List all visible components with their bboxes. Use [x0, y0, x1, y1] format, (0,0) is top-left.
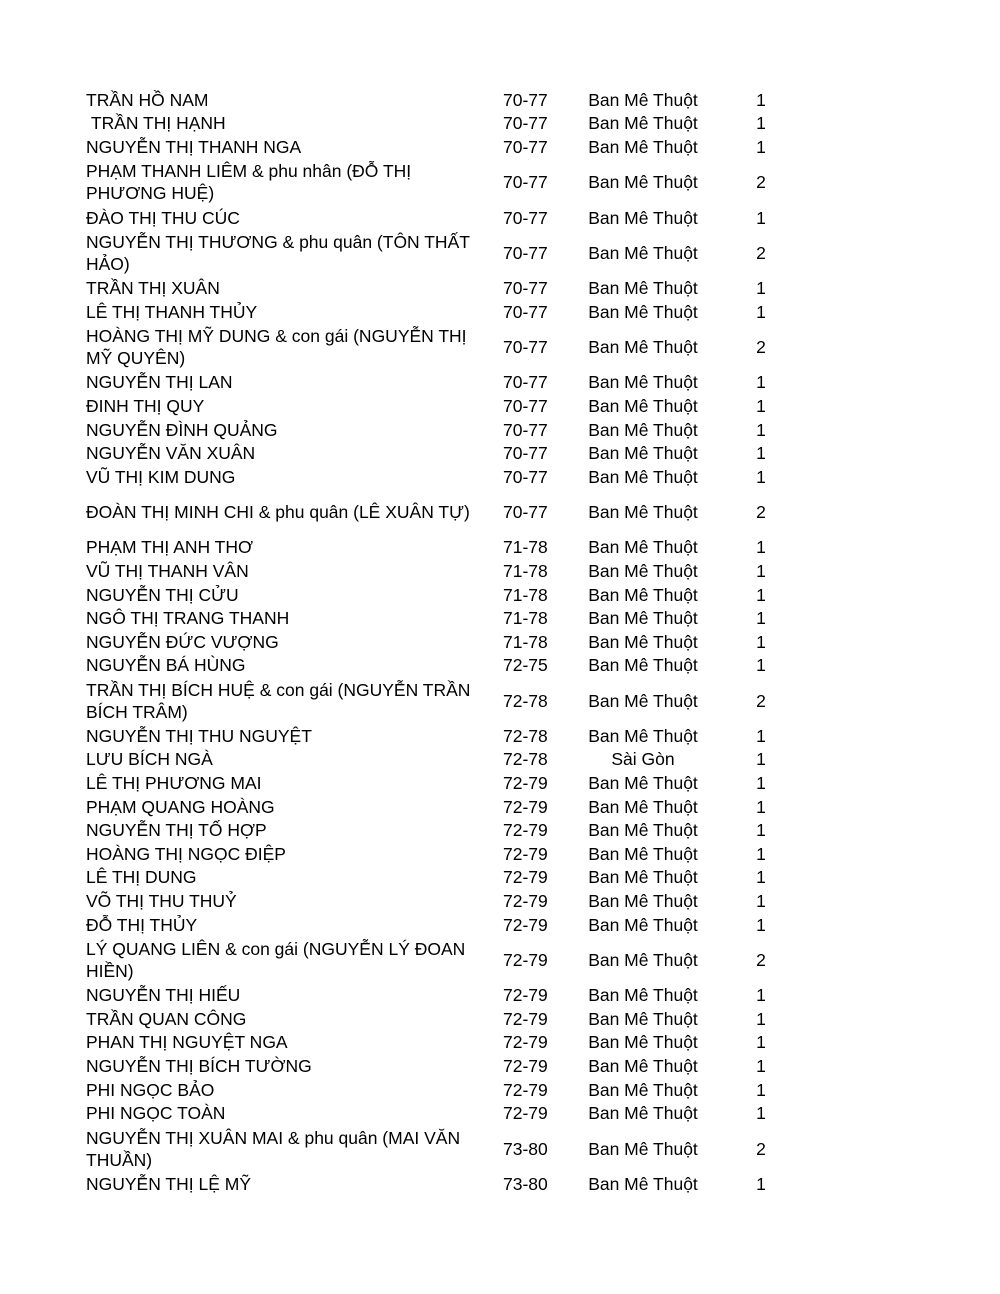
attendee-years: 72-79 — [503, 843, 548, 864]
attendee-city: Ban Mê Thuột — [588, 136, 698, 157]
attendee-name: NGUYỄN THỊ LỆ MỸ — [86, 1173, 251, 1194]
attendee-count: 2 — [756, 690, 766, 711]
attendee-name: TRẦN THỊ XUÂN — [86, 278, 220, 299]
attendee-city: Ban Mê Thuột — [588, 372, 698, 393]
attendee-city: Ban Mê Thuột — [588, 914, 698, 935]
attendee-city: Ban Mê Thuột — [588, 301, 698, 322]
list-row — [86, 135, 786, 159]
attendee-name: LÝ QUANG LIÊN & con gái (NGUYỄN LÝ ĐOAN HIỀN) — [86, 938, 471, 981]
attendee-city: Ban Mê Thuột — [588, 466, 698, 487]
attendee-city: Ban Mê Thuột — [588, 537, 698, 558]
attendee-name: LÊ THỊ PHƯƠNG MAI — [86, 773, 262, 794]
list-row — [86, 394, 786, 418]
list-row — [86, 206, 786, 230]
attendee-name: PHẠM THỊ ANH THƠ — [86, 537, 254, 558]
attendee-years: 72-79 — [503, 796, 548, 817]
attendee-count: 1 — [756, 914, 766, 935]
attendee-years: 71-78 — [503, 584, 548, 605]
list-row — [86, 654, 786, 678]
attendee-count: 1 — [756, 985, 766, 1006]
list-row — [86, 983, 786, 1007]
list-row — [86, 748, 786, 772]
attendee-city: Ban Mê Thuột — [588, 843, 698, 864]
list-row — [86, 771, 786, 795]
attendee-name: ĐỖ THỊ THỦY — [86, 914, 198, 935]
attendee-count: 1 — [756, 1056, 766, 1077]
attendee-name: NGUYỄN THỊ HIẾU — [86, 985, 241, 1006]
attendee-name: PHẠM THANH LIÊM & phu nhân (ĐỖ THỊ PHƯƠNG HUỆ) — [86, 161, 417, 204]
attendee-count: 1 — [756, 537, 766, 558]
attendee-count: 1 — [756, 395, 766, 416]
attendee-years: 70-77 — [503, 207, 548, 228]
attendee-city: Ban Mê Thuột — [588, 395, 698, 416]
attendee-years: 70-77 — [503, 395, 548, 416]
list-row — [86, 866, 786, 890]
attendee-name: NGUYỄN ĐÌNH QUẢNG — [86, 419, 278, 440]
attendee-count: 1 — [756, 773, 766, 794]
list-row — [86, 936, 786, 983]
attendee-name: NGUYỄN BÁ HÙNG — [86, 655, 246, 676]
attendee-city: Ban Mê Thuột — [588, 891, 698, 912]
attendee-count: 1 — [756, 1079, 766, 1100]
list-row — [86, 324, 786, 371]
attendee-years: 72-79 — [503, 914, 548, 935]
attendee-count: 1 — [756, 1032, 766, 1053]
attendee-name: NGUYỄN THỊ CỬU — [86, 584, 239, 605]
attendee-city: Ban Mê Thuột — [588, 1079, 698, 1100]
attendee-name: TRẦN QUAN CÔNG — [86, 1008, 247, 1029]
attendee-years: 71-78 — [503, 631, 548, 652]
attendee-years: 70-77 — [503, 466, 548, 487]
list-row — [86, 630, 786, 654]
attendee-count: 1 — [756, 843, 766, 864]
attendee-city: Ban Mê Thuột — [588, 867, 698, 888]
attendee-years: 72-79 — [503, 1079, 548, 1100]
attendee-years: 72-79 — [503, 1056, 548, 1077]
attendee-name: PHI NGỌC BẢO — [86, 1079, 215, 1100]
attendee-city: Ban Mê Thuột — [588, 242, 698, 263]
attendee-years: 72-79 — [503, 1103, 548, 1124]
attendee-name: ĐINH THỊ QUY — [86, 395, 205, 416]
attendee-city: Ban Mê Thuột — [588, 655, 698, 676]
list-row — [86, 1031, 786, 1055]
attendee-years: 70-77 — [503, 502, 548, 523]
attendee-count: 1 — [756, 749, 766, 770]
list-row — [86, 536, 786, 560]
attendee-years: 71-78 — [503, 608, 548, 629]
attendee-count: 1 — [756, 560, 766, 581]
attendee-name: PHI NGỌC TOÀN — [86, 1103, 226, 1124]
attendee-count: 1 — [756, 372, 766, 393]
attendee-city: Ban Mê Thuột — [588, 1173, 698, 1194]
list-row — [86, 112, 786, 136]
list-row — [86, 88, 786, 112]
attendee-city: Ban Mê Thuột — [588, 207, 698, 228]
attendee-name: NGUYỄN THỊ THU NGUYỆT — [86, 725, 312, 746]
attendee-count: 1 — [756, 631, 766, 652]
list-row — [86, 818, 786, 842]
attendee-name: PHẠM QUANG HOÀNG — [86, 796, 275, 817]
attendee-years: 72-79 — [503, 820, 548, 841]
attendee-years: 73-80 — [503, 1173, 548, 1194]
attendee-name: VŨ THỊ THANH VÂN — [86, 560, 249, 581]
attendee-name: NGUYỄN THỊ BÍCH TƯỜNG — [86, 1056, 312, 1077]
attendee-name: LÊ THỊ DUNG — [86, 867, 197, 888]
list-row — [86, 606, 786, 630]
attendee-city: Ban Mê Thuột — [588, 690, 698, 711]
attendee-count: 2 — [756, 502, 766, 523]
attendee-years: 72-79 — [503, 1032, 548, 1053]
attendee-years: 72-78 — [503, 749, 548, 770]
attendee-years: 70-77 — [503, 172, 548, 193]
attendee-count: 1 — [756, 655, 766, 676]
attendee-count: 1 — [756, 725, 766, 746]
attendee-name: PHAN THỊ NGUYỆT NGA — [86, 1032, 288, 1053]
attendee-years: 72-79 — [503, 949, 548, 970]
attendee-count: 2 — [756, 1138, 766, 1159]
attendee-count: 2 — [756, 172, 766, 193]
list-row — [86, 1101, 786, 1125]
attendee-list — [86, 88, 786, 1196]
attendee-years: 70-77 — [503, 443, 548, 464]
attendee-count: 1 — [756, 466, 766, 487]
attendee-name: NGUYỄN THỊ THƯƠNG & phu quân (TÔN THẤT HẢO) — [86, 231, 475, 274]
attendee-count: 2 — [756, 337, 766, 358]
attendee-name: HOÀNG THỊ MỸ DUNG & con gái (NGUYỄN THỊ MỸ QUYÊN) — [86, 326, 472, 369]
attendee-count: 1 — [756, 301, 766, 322]
attendee-years: 70-77 — [503, 372, 548, 393]
attendee-years: 72-78 — [503, 725, 548, 746]
attendee-city: Ban Mê Thuột — [588, 113, 698, 134]
attendee-years: 70-77 — [503, 89, 548, 110]
attendee-name: TRẦN HỒ NAM — [86, 89, 209, 110]
list-row — [86, 559, 786, 583]
attendee-city: Ban Mê Thuột — [588, 1103, 698, 1124]
list-row — [86, 583, 786, 607]
attendee-count: 1 — [756, 796, 766, 817]
attendee-name: NGUYỄN THỊ THANH NGA — [86, 136, 302, 157]
attendee-years: 70-77 — [503, 136, 548, 157]
list-row — [86, 159, 786, 206]
attendee-name: NGUYỄN ĐỨC VƯỢNG — [86, 631, 279, 652]
attendee-city: Ban Mê Thuột — [588, 725, 698, 746]
list-row — [86, 677, 786, 724]
attendee-name: TRẦN THỊ BÍCH HUỆ & con gái (NGUYỄN TRẦN BÍCH TRÂM) — [86, 679, 476, 722]
attendee-years: 72-79 — [503, 1008, 548, 1029]
attendee-count: 1 — [756, 1173, 766, 1194]
attendee-city: Ban Mê Thuột — [588, 1138, 698, 1159]
attendee-name: TRẦN THỊ HẠNH — [86, 113, 226, 134]
attendee-count: 1 — [756, 1103, 766, 1124]
list-row — [86, 1078, 786, 1102]
attendee-name: LƯU BÍCH NGÀ — [86, 749, 213, 770]
attendee-count: 1 — [756, 278, 766, 299]
attendee-name: HOÀNG THỊ NGỌC ĐIỆP — [86, 843, 286, 864]
list-row — [86, 1125, 786, 1172]
attendee-city: Ban Mê Thuột — [588, 796, 698, 817]
attendee-city: Ban Mê Thuột — [588, 1056, 698, 1077]
attendee-count: 1 — [756, 207, 766, 228]
attendee-count: 1 — [756, 136, 766, 157]
attendee-city: Ban Mê Thuột — [588, 278, 698, 299]
attendee-city: Ban Mê Thuột — [588, 820, 698, 841]
attendee-name: ĐOÀN THỊ MINH CHI & phu quân (LÊ XUÂN TỰ) — [86, 502, 470, 523]
attendee-count: 1 — [756, 419, 766, 440]
attendee-city: Ban Mê Thuột — [588, 949, 698, 970]
attendee-count: 1 — [756, 584, 766, 605]
list-row — [86, 441, 786, 465]
attendee-years: 71-78 — [503, 560, 548, 581]
attendee-city: Ban Mê Thuột — [588, 502, 698, 523]
attendee-city: Ban Mê Thuột — [588, 89, 698, 110]
attendee-years: 73-80 — [503, 1138, 548, 1159]
attendee-years: 70-77 — [503, 278, 548, 299]
attendee-years: 70-77 — [503, 113, 548, 134]
list-row — [86, 889, 786, 913]
attendee-years: 70-77 — [503, 419, 548, 440]
attendee-city: Ban Mê Thuột — [588, 773, 698, 794]
attendee-years: 72-79 — [503, 985, 548, 1006]
attendee-count: 1 — [756, 820, 766, 841]
attendee-city: Ban Mê Thuột — [588, 584, 698, 605]
list-row — [86, 913, 786, 937]
list-row — [86, 276, 786, 300]
attendee-count: 1 — [756, 1008, 766, 1029]
attendee-name: LÊ THỊ THANH THỦY — [86, 301, 258, 322]
list-row — [86, 489, 786, 536]
attendee-city: Ban Mê Thuột — [588, 560, 698, 581]
attendee-name: ĐÀO THỊ THU CÚC — [86, 207, 240, 228]
attendee-count: 1 — [756, 608, 766, 629]
attendee-years: 70-77 — [503, 337, 548, 358]
attendee-city: Ban Mê Thuột — [588, 1032, 698, 1053]
attendee-city: Ban Mê Thuột — [588, 337, 698, 358]
attendee-name: VŨ THỊ KIM DUNG — [86, 466, 236, 487]
attendee-name: NGUYỄN VĂN XUÂN — [86, 443, 256, 464]
list-row — [86, 1172, 786, 1196]
attendee-years: 71-78 — [503, 537, 548, 558]
attendee-count: 1 — [756, 867, 766, 888]
attendee-count: 2 — [756, 242, 766, 263]
list-row — [86, 300, 786, 324]
list-row — [86, 1054, 786, 1078]
attendee-name: NGUYỄN THỊ XUÂN MAI & phu quân (MAI VĂN THUẦN) — [86, 1127, 465, 1170]
attendee-city: Ban Mê Thuột — [588, 631, 698, 652]
attendee-years: 72-78 — [503, 690, 548, 711]
attendee-city: Sài Gòn — [611, 749, 675, 770]
attendee-count: 1 — [756, 89, 766, 110]
attendee-city: Ban Mê Thuột — [588, 1008, 698, 1029]
attendee-count: 1 — [756, 891, 766, 912]
list-row — [86, 724, 786, 748]
list-row — [86, 795, 786, 819]
attendee-years: 72-75 — [503, 655, 548, 676]
attendee-name: VÕ THỊ THU THUỶ — [86, 891, 237, 912]
attendee-name: NGUYỄN THỊ TỐ HỢP — [86, 820, 267, 841]
attendee-count: 2 — [756, 949, 766, 970]
attendee-city: Ban Mê Thuột — [588, 443, 698, 464]
attendee-years: 72-79 — [503, 773, 548, 794]
list-row — [86, 842, 786, 866]
attendee-name: NGÔ THỊ TRANG THANH — [86, 608, 290, 629]
attendee-city: Ban Mê Thuột — [588, 608, 698, 629]
list-row — [86, 371, 786, 395]
attendee-years: 72-79 — [503, 867, 548, 888]
attendee-city: Ban Mê Thuột — [588, 172, 698, 193]
attendee-city: Ban Mê Thuột — [588, 985, 698, 1006]
attendee-name: NGUYỄN THỊ LAN — [86, 372, 233, 393]
list-row — [86, 229, 786, 276]
list-row — [86, 418, 786, 442]
attendee-count: 1 — [756, 113, 766, 134]
attendee-city: Ban Mê Thuột — [588, 419, 698, 440]
attendee-years: 72-79 — [503, 891, 548, 912]
list-row — [86, 1007, 786, 1031]
attendee-count: 1 — [756, 443, 766, 464]
attendee-years: 70-77 — [503, 242, 548, 263]
attendee-years: 70-77 — [503, 301, 548, 322]
list-row — [86, 465, 786, 489]
